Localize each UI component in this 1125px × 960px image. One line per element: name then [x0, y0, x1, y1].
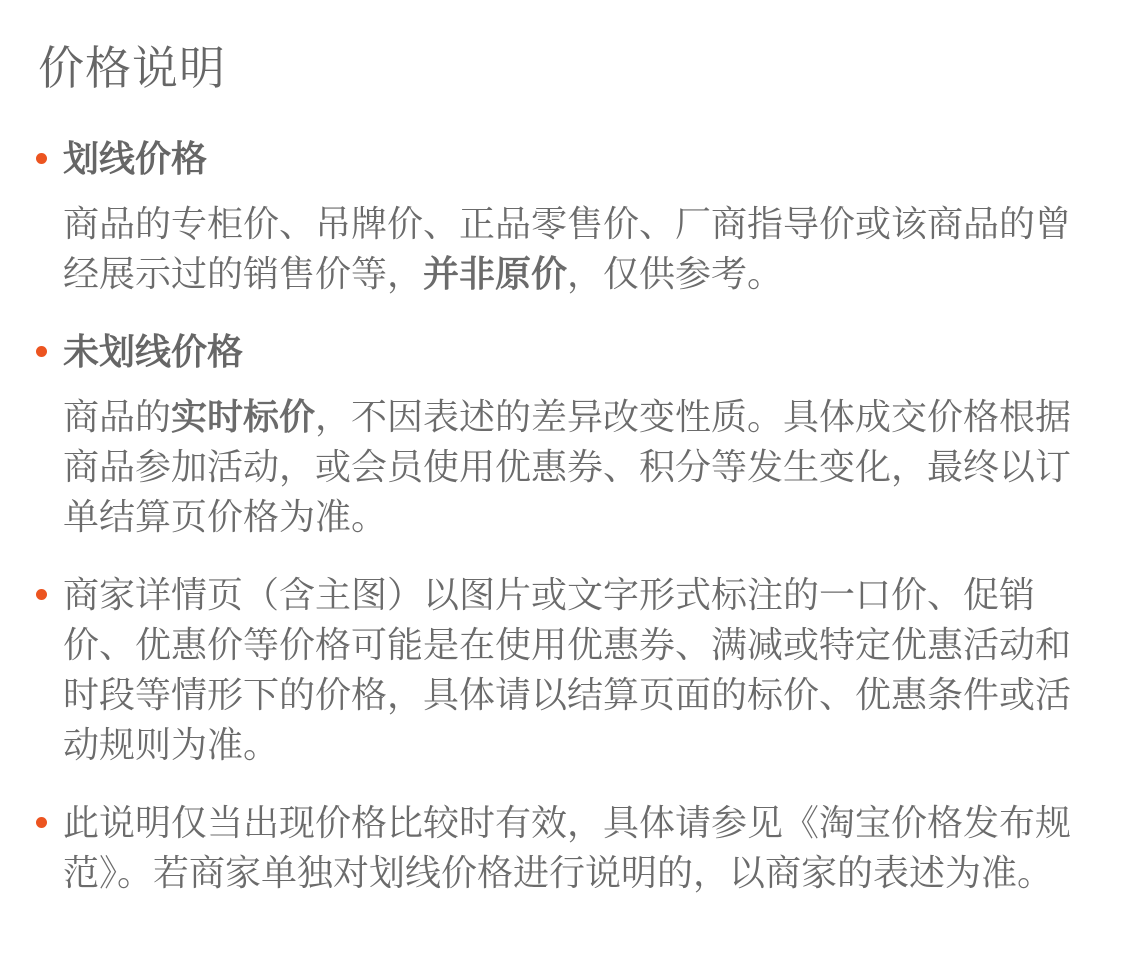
plain-text: ，不因表述的差异改变性质。具体成交价格根据商品参加活动，或会员使用优惠券、积分等发生变化，最终以订单结算页价格为准。 — [63, 396, 1072, 537]
item-body — [63, 798, 1090, 898]
item-body — [63, 570, 1090, 770]
emphasis-text: 并非原价 — [423, 253, 568, 294]
item-heading: 划线价格 — [63, 138, 208, 179]
emphasis-text: 实时标价 — [171, 396, 316, 437]
plain-text: 商品的专柜价、吊牌价、正品零售价、厂商指导价或该商品的曾经展示过的销售价等， — [63, 203, 1072, 294]
page-title: 价格说明 — [38, 42, 226, 94]
bullet-dot-icon — [36, 153, 47, 164]
plain-text: 商品的 — [63, 396, 172, 437]
item-heading: 未划线价格 — [63, 331, 244, 372]
list-item-strikethrough-price — [38, 134, 1090, 299]
list-item-validity-note — [38, 798, 1090, 898]
bullet-dot-icon — [36, 346, 47, 357]
list-item-merchant-detail-page — [38, 570, 1090, 770]
plain-text: ，仅供参考。 — [567, 253, 784, 294]
plain-text: 商家详情页（含主图）以图片或文字形式标注的一口价、促销价、优惠价等价格可能是在使用优惠券、满减或特定优惠活动和时段等情形下的价格，具体请以结算页面的标价、优惠条件或活动规则为准。 — [63, 574, 1072, 765]
item-body — [63, 199, 1090, 299]
list-item-unstruck-price — [38, 327, 1090, 542]
plain-text: 此说明仅当出现价格比较时有效，具体请参见《淘宝价格发布规范》。若商家单独对划线价格进行说明的，以商家的表述为准。 — [63, 802, 1072, 893]
item-body — [63, 392, 1090, 542]
bullet-dot-icon — [36, 817, 47, 828]
bullet-dot-icon — [36, 589, 47, 600]
price-notes-list — [38, 134, 1090, 898]
